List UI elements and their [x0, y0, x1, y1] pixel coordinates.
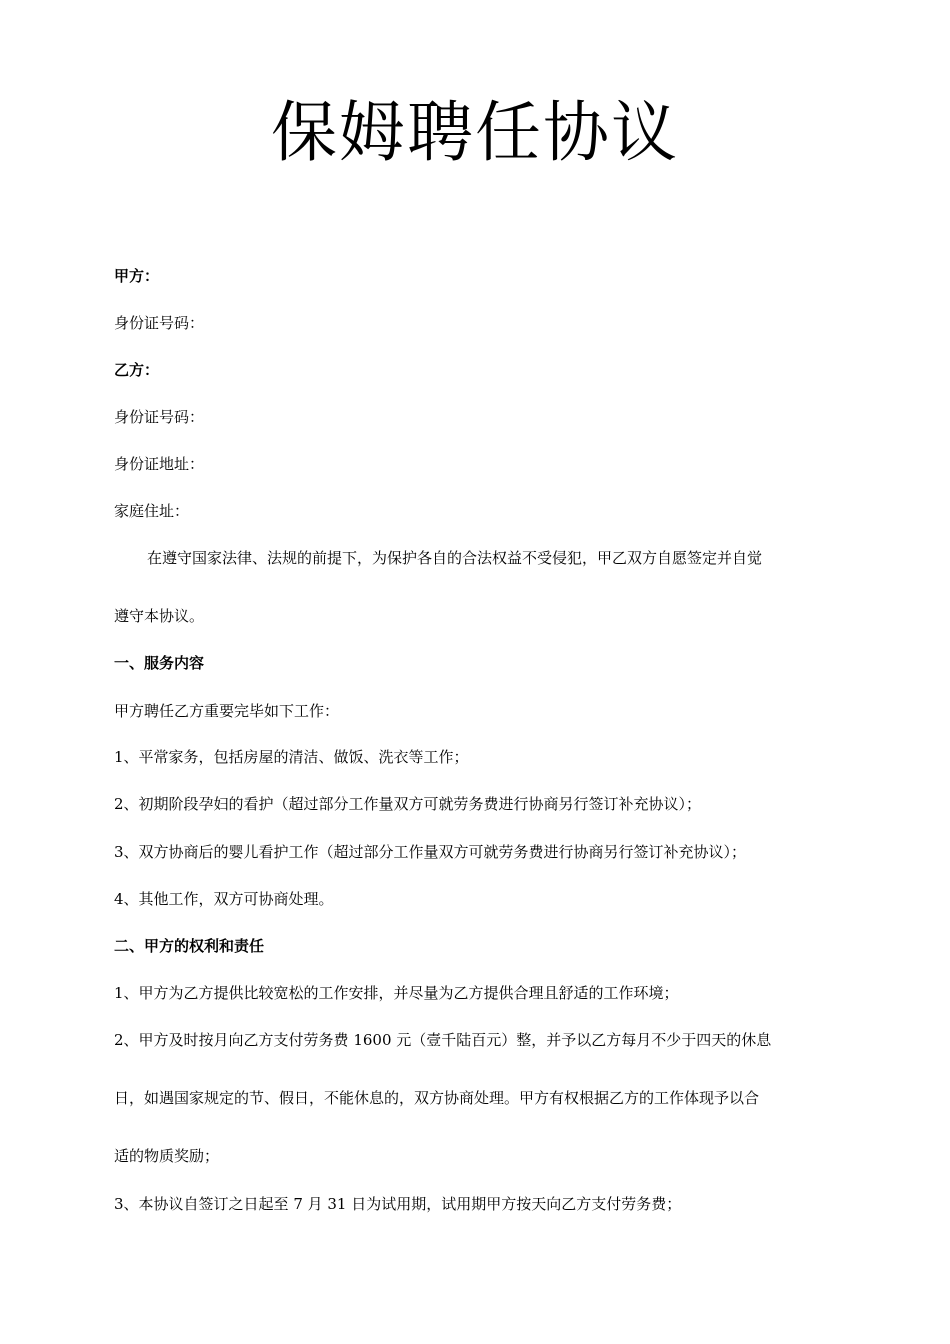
section-2-item-1: 1、甲方为乙方提供比较宽松的工作安排，并尽量为乙方提供合理且舒适的工作环境；	[114, 984, 679, 1002]
preamble-line-1: 在遵守国家法律、法规的前提下，为保护各自的合法权益不受侵犯，甲乙双方自愿签定并自觉	[147, 549, 763, 567]
section-1-item-3: 3、双方协商后的婴儿看护工作（超过部分工作量双方可就劳务费进行协商另行签订补充协议）；	[114, 843, 747, 861]
party-b-id-address-label: 身份证地址：	[114, 455, 205, 473]
section-1-intro: 甲方聘任乙方重要完毕如下工作：	[114, 702, 340, 720]
party-b-home-address-label: 家庭住址：	[114, 502, 190, 520]
section-2-heading: 二、甲方的权利和责任	[114, 937, 265, 955]
section-1-heading: 一、服务内容	[114, 654, 205, 672]
section-2-item-2-line-3: 适的物质奖励；	[114, 1147, 220, 1165]
section-1-item-2: 2、初期阶段孕妇的看护（超过部分工作量双方可就劳务费进行协商另行签订补充协议）；	[114, 795, 702, 813]
section-2-item-2-line-1: 2、甲方及时按月向乙方支付劳务费 1600 元（壹千陆百元）整，并予以乙方每月不少于四天的休息	[114, 1031, 772, 1049]
party-b-id-label: 身份证号码：	[114, 408, 205, 426]
party-a-label: 甲方：	[114, 267, 160, 285]
document-title: 保姆聘任协议	[271, 94, 679, 171]
party-b-label: 乙方：	[114, 361, 160, 379]
section-1-item-4: 4、其他工作，双方可协商处理。	[114, 890, 334, 908]
section-2-item-3: 3、本协议自签订之日起至 7 月 31 日为试用期，试用期甲方按天向乙方支付劳务费；	[114, 1195, 682, 1213]
section-1-item-1: 1、平常家务，包括房屋的清洁、做饭、洗衣等工作；	[114, 748, 469, 766]
section-2-item-2-line-2: 日，如遇国家规定的节、假日，不能休息的，双方协商处理。甲方有权根据乙方的工作体现予以合	[114, 1089, 760, 1107]
party-a-id-label: 身份证号码：	[114, 314, 205, 332]
preamble-line-2: 遵守本协议。	[114, 607, 205, 625]
